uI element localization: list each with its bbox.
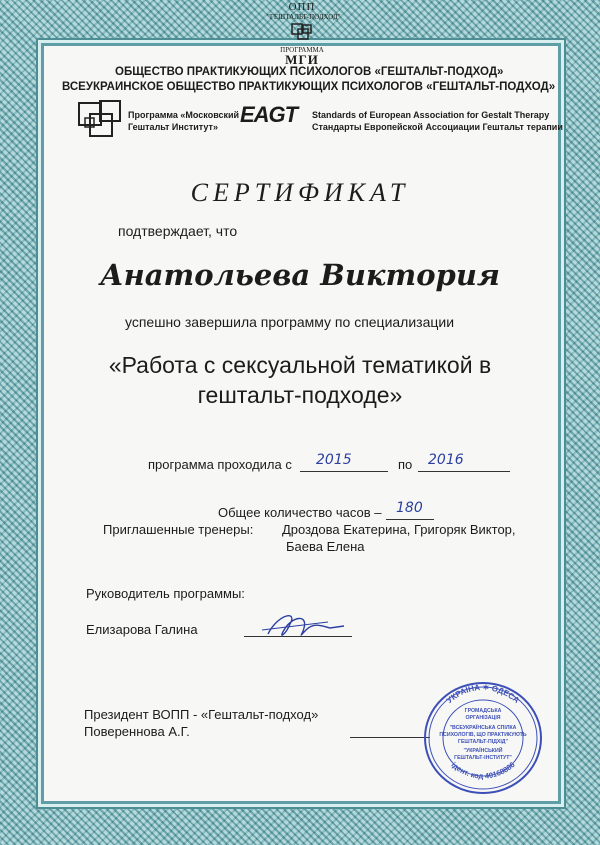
stamp-inner-4: ПСИХОЛОГІВ, ЩО ПРАКТИКУЮТЬ	[439, 732, 527, 738]
stamp-inner-5: ГЕШТАЛЬТ-ПІДХІД"	[458, 739, 508, 745]
program-title-line-1: «Работа с сексуальной тематикой в	[108, 352, 492, 378]
header-line-1: ОБЩЕСТВО ПРАКТИКУЮЩИХ ПСИХОЛОГОВ «ГЕШТАЛЬТ-ПОДХОД»	[115, 66, 504, 78]
period-to-value: 2016	[428, 452, 464, 468]
stamp-inner-1: ГРОМАДСЬКА	[464, 708, 502, 714]
stamp-inner-7: ГЕШТАЛЬТ-ІНСТИТУТ"	[454, 755, 512, 761]
eagt-logo: EAGT	[240, 102, 298, 127]
stamp-inner-3: "ВСЕУКРАЇНСЬКА СПІЛКА	[449, 725, 517, 731]
svg-text:УКРАЇНА ✶ ОДЕСА	[445, 683, 521, 705]
period-to-label: по	[398, 457, 413, 472]
period-to-line	[418, 471, 510, 472]
president-name: Поверенновa А.Г.	[84, 724, 190, 739]
emblem-sub: ПРОГРАММА	[280, 46, 324, 54]
official-stamp	[420, 676, 546, 796]
certificate-title: СЕРТИФИКАТ	[190, 178, 410, 207]
period-from-value: 2015	[316, 452, 352, 468]
stamp-inner-2: ОРГАНІЗАЦІЯ	[465, 715, 501, 721]
recipient-name: Анатольева Виктория	[99, 258, 500, 292]
svg-text:ідент. код 40168886	[449, 760, 516, 780]
emblem-mgi: МГИ	[285, 52, 319, 67]
mgi-text-1: Программа «Московский	[128, 110, 240, 120]
trainers-label: Приглашенные тренеры:	[103, 522, 254, 537]
head-label: Руководитель программы:	[86, 586, 245, 601]
mgi-text-2: Гештальт Институт»	[128, 122, 218, 132]
eagt-text-ru: Стандарты Европейской Ассоциации Гештальт терапии	[312, 122, 563, 132]
top-emblem	[267, 1, 341, 67]
mgi-logo-icon	[76, 98, 124, 142]
emblem-opp: ОПП	[288, 1, 316, 13]
period-from-line	[300, 471, 388, 472]
eagt-text-en: Standards of European Association for Gestalt Therapy	[312, 110, 550, 120]
stamp-inner-6: "УКРАЇНСЬКИЙ	[463, 748, 503, 754]
confirms-text: подтверждает, что	[118, 223, 238, 239]
head-signature	[258, 604, 348, 646]
hours-label: Общее количество часов –	[218, 505, 382, 520]
program-title-line-2: гештальт-подходе»	[197, 382, 403, 408]
hours-line	[386, 519, 434, 520]
stamp-ring-top: УКРАЇНА ✶ ОДЕСА	[444, 682, 522, 705]
emblem-logo-icon	[290, 22, 314, 42]
stamp-ring-bottom: ідент. код 40168886	[449, 760, 517, 781]
trainers-line-2: Баева Елена	[286, 539, 365, 554]
trainers-line-1: Дроздова Екатерина, Григоряк Виктор,	[282, 522, 516, 537]
header-line-2: ВСЕУКРАИНСКОЕ ОБЩЕСТВО ПРАКТИКУЮЩИХ ПСИХОЛОГОВ «ГЕШТАЛЬТ-ПОДХОД»	[62, 81, 556, 93]
president-signature-line	[350, 737, 430, 738]
completed-text: успешно завершила программу по специализации	[125, 314, 455, 330]
hours-value: 180	[396, 500, 423, 516]
president-label: Президент ВОПП - «Гештальт-подход»	[84, 707, 319, 722]
head-name: Елизарова Галина	[86, 622, 198, 637]
emblem-arc-text: "ГЕШТАЛЬТ-ПОДХОД"	[267, 13, 341, 21]
period-label: программа проходила с	[148, 457, 292, 472]
